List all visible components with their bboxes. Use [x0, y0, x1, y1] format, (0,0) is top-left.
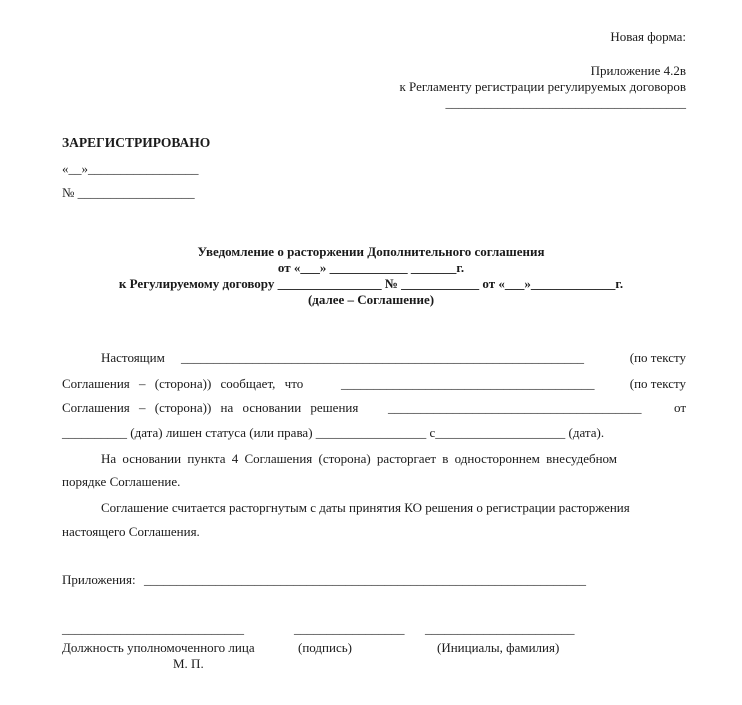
- initials-label: (Инициалы, фамилия): [437, 640, 560, 655]
- position-blank-line: ____________________________: [62, 621, 244, 636]
- body-row4: __________ (дата) лишен статуса (или права) _________________ с____________________ (дата).: [62, 425, 605, 440]
- para2-line2: порядке Соглашение.: [62, 474, 181, 489]
- position-label: Должность уполномоченного лица: [62, 640, 255, 655]
- body-row2-end: (по тексту: [629, 376, 686, 391]
- registered-number-line: № __________________: [62, 185, 195, 200]
- signature-label: (подпись): [298, 640, 352, 655]
- document-title-contract: к Регулируемому договору ________________ № ____________ от «___»_____________г.: [118, 276, 624, 291]
- stamp-label: М. П.: [173, 656, 204, 671]
- new-form-label: Новая форма:: [610, 29, 686, 44]
- body-row3-blank: _______________________________________: [388, 400, 642, 415]
- appendix-label: Приложение 4.2в: [590, 63, 686, 78]
- body-row2-start: Соглашения – (сторона)) сообщает, что: [62, 376, 304, 391]
- document-title-date: от «___» ____________ _______г.: [277, 260, 465, 275]
- body-row2-blank: _______________________________________: [341, 376, 595, 391]
- para3-line1: Соглашение считается расторгнутым с даты принятия КО решения о регистрации расторжения: [101, 500, 630, 515]
- document-title: Уведомление о расторжении Дополнительного соглашения: [197, 244, 545, 259]
- regulation-blank-line: _____________________________________: [445, 95, 686, 110]
- body-row3-start: Соглашения – (сторона)) на основании решения: [62, 400, 359, 415]
- body-row1-start: Настоящим: [101, 350, 165, 365]
- body-row1-end: (по тексту: [629, 350, 686, 365]
- signature-blank-line: _________________: [294, 621, 405, 636]
- regulation-label: к Регламенту регистрации регулируемых договоров: [399, 79, 686, 94]
- initials-blank-line: _______________________: [425, 621, 575, 636]
- attachments-label: Приложения:: [62, 572, 136, 587]
- para3-line2: настоящего Соглашения.: [62, 524, 200, 539]
- document-title-hereinafter: (далее – Соглашение): [307, 292, 435, 307]
- para2-line1: На основании пункта 4 Соглашения (сторона) расторгает в одностороннем внесудебном: [101, 451, 618, 466]
- body-row1-blank: ______________________________________________________________: [181, 350, 584, 365]
- registered-date-line: «__»_________________: [62, 161, 199, 176]
- attachments-blank-line: ____________________________________________________________________: [144, 572, 586, 587]
- body-row3-end: от: [673, 400, 686, 415]
- registered-title: ЗАРЕГИСТРИРОВАНО: [62, 135, 211, 150]
